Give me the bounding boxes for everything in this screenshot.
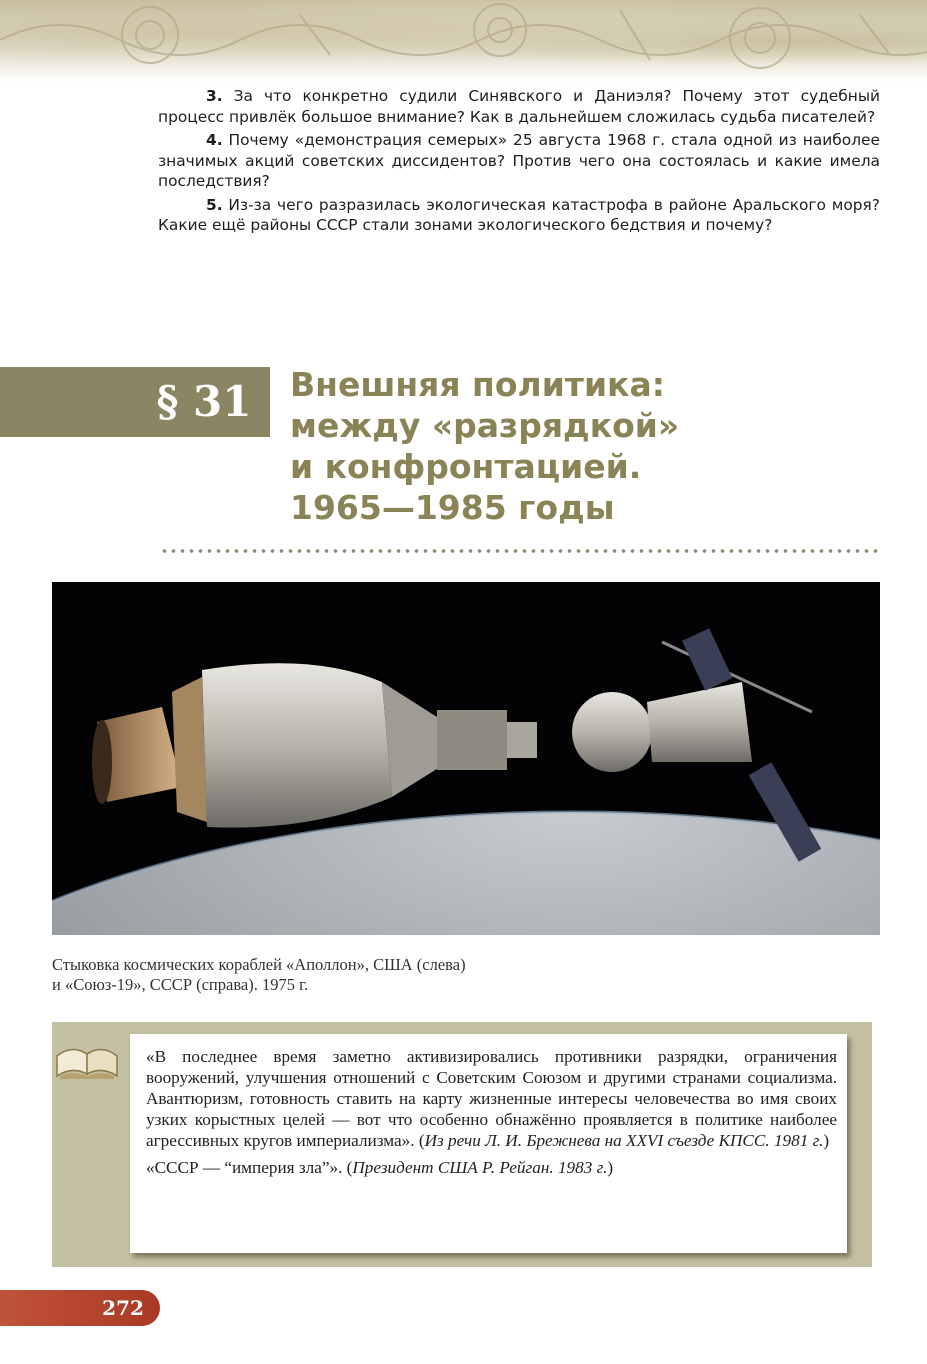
chapter-title-line: между «разрядкой»: [290, 406, 680, 445]
review-questions: [158, 86, 880, 239]
chapter-title: [290, 364, 890, 528]
quote-source: Президент США Р. Рейган. 1983 г.: [352, 1158, 608, 1177]
chapter-title-line: Внешняя политика:: [290, 365, 665, 404]
apollo-soyuz-illustration: [52, 582, 880, 935]
question-text: Из-за чего разразилась экологическая катастрофа в районе Аральского моря? Какие ещё районы СССР стали зонами экологического бедствия и почему?: [158, 195, 880, 234]
question-text: За что конкретно судили Синявского и Даниэля? Почему этот судебный процесс привлёк большое внимание? Как в дальнейшем сложилась судьба писателей?: [158, 87, 880, 126]
brezhnev-quote: «В последнее время заметно активизировались противники разрядки, ограничения вооружений, улучшения отношений с Советским Союзом и другими странами социализма. Авантюризм, готовность ставить на карту жизненные интересы человечества во имя своих узких корыстных целей — вот что особенно обнажённо проявляется в политике наиболее агрессивных кругов империализма». (Из речи Л. И. Брежнева на XXVI съезде КПСС. 1981 г.): [146, 1047, 837, 1150]
quote-box: [130, 1034, 847, 1253]
quote-source: Из речи Л. И. Брежнева на XXVI съезде КПСС. 1981 г.: [424, 1131, 824, 1150]
caption-line: и «Союз-19», СССР (справа). 1975 г.: [52, 975, 309, 994]
dotted-divider: [160, 548, 882, 554]
photo-caption: [52, 955, 652, 995]
question-number: 5.: [206, 195, 223, 214]
caption-line: Стыковка космических кораблей «Аполлон», США (слева): [52, 955, 466, 974]
banner-ornament: [0, 0, 927, 82]
decorative-banner: [0, 0, 927, 82]
open-book-icon: [52, 1026, 122, 1080]
question-number: 4.: [206, 131, 223, 149]
question-4: [158, 130, 880, 192]
question-number: 3.: [206, 87, 223, 105]
reagan-quote: «СССР — “империя зла”». (Президент США Р. Рейган. 1983 г.): [146, 1158, 614, 1177]
page-number: 272: [102, 1296, 144, 1320]
chapter-title-line: 1965—1985 годы: [290, 488, 615, 527]
question-3: [158, 86, 880, 127]
spacecraft-docking-photo: [52, 582, 880, 935]
question-5: [158, 195, 880, 236]
paragraph-number: § 31: [156, 377, 252, 426]
chapter-title-line: и конфронтацией.: [290, 447, 642, 486]
question-text: Почему «демонстрация семерых» 25 августа 1968 г. стала одной из наиболее значимых акций советских диссидентов? Против чего она состоялась и какие имела последствия?: [158, 131, 880, 190]
